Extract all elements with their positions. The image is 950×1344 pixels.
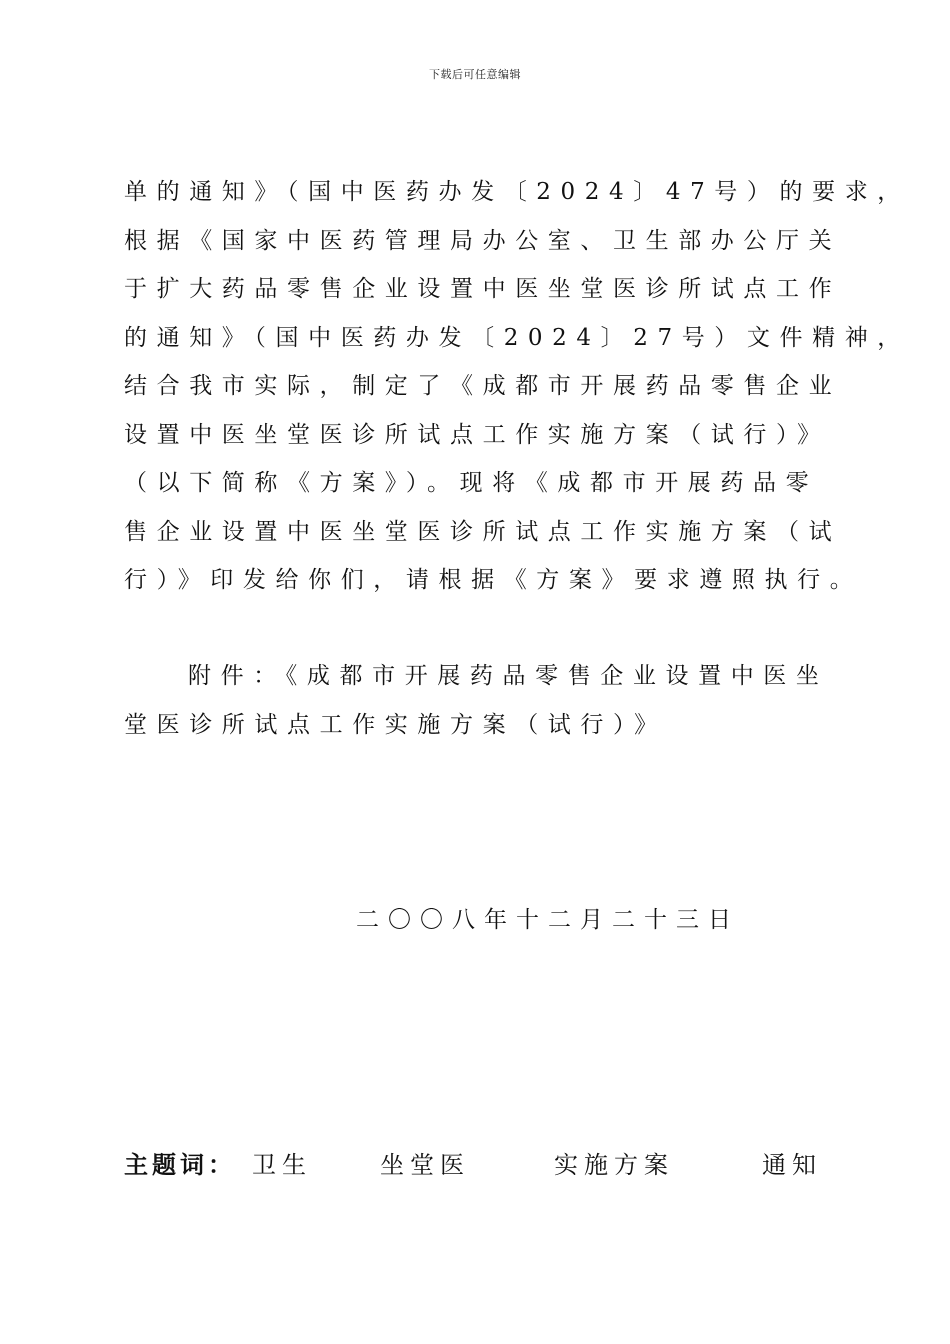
attachment-block [124,656,854,753]
document-body [124,172,910,609]
keyword-item: 通知 [762,1151,822,1179]
body-line: （以下简称《方案》）。现将《成都市开展药品零 [124,470,819,496]
keyword-item: 实施方案 [554,1151,674,1179]
body-line: 售企业设置中医坐堂医诊所试点工作实施方案（试 [124,518,842,545]
body-line: 于扩大药品零售企业设置中医坐堂医诊所试点工作 [124,276,842,302]
body-line: 行）》印发给你们，请根据《方案》要求遵照执行。 [124,567,863,593]
subject-keywords [124,1145,822,1185]
attachment-line: 附件：《成都市开展药品零售企业设置中医坐 [188,663,829,689]
body-line: 设置中医坐堂医诊所试点工作实施方案（试行）》 [124,421,830,448]
body-line: 根据《国家中医药管理局办公室、卫生部办公厅关 [124,227,842,254]
body-line: 的通知》（国中医药办发〔2024〕27号）文件精神， [124,324,910,351]
document-date: 二〇〇八年十二月二十三日 [356,907,740,933]
keyword-item: 坐堂医 [380,1151,470,1179]
attachment-line: 堂医诊所试点工作实施方案（试行）》 [124,711,667,738]
page-header-note: 下载后可任意编辑 [429,68,521,81]
body-line: 结合我市实际，制定了《成都市开展药品零售企业 [124,373,842,399]
keywords-label: 主题词： [124,1151,236,1179]
keyword-item: 卫生 [252,1151,312,1179]
body-line: 单的通知》（国中医药办发〔2024〕47号）的要求， [124,179,910,205]
